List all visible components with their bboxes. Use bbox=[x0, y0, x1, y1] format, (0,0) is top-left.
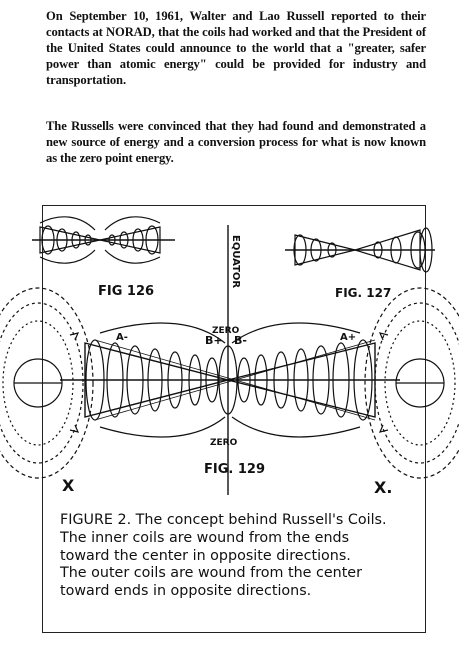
zero-bottom-label: ZERO bbox=[210, 438, 238, 448]
russell-coils-drawing bbox=[0, 205, 459, 510]
a-minus-label: A- bbox=[116, 332, 128, 343]
caption-line-3: toward the center in opposite directions. bbox=[60, 547, 351, 564]
fig-126-label: FIG 126 bbox=[98, 284, 155, 299]
caption-line-1: FIGURE 2. The concept behind Russell's Coils. bbox=[60, 512, 387, 528]
x-right-label: X. bbox=[374, 478, 393, 497]
fig-127-label: FIG. 127 bbox=[335, 286, 392, 300]
b-plus-label: B+ bbox=[205, 334, 223, 347]
zero-point-paragraph: The Russells were convinced that they had found and demonstrated a new source of energy and a conversion process for what is now known as the zero point energy. bbox=[46, 119, 426, 165]
a-plus-label: A+ bbox=[340, 332, 357, 343]
caption-line-4: The outer coils are wound from the center bbox=[60, 565, 362, 582]
figure-caption bbox=[60, 512, 420, 601]
caption-line-2: The inner coils are wound from the ends bbox=[60, 529, 350, 546]
fig-127-coil bbox=[285, 228, 435, 272]
left-globe bbox=[0, 288, 93, 478]
intro-paragraph: On September 10, 1961, Walter and Lao Russell reported to their contacts at NORAD, that the coils had worked and that the President of the United States could announce to the world that a "greater, safer power than atomic energy" could be provided for industry and transportation. bbox=[46, 9, 426, 87]
caption-line-5: toward ends in opposite directions. bbox=[60, 583, 312, 600]
equator-label: EQUATOR bbox=[230, 235, 241, 289]
zero-top-label: ZERO bbox=[212, 326, 240, 336]
b-minus-label: B- bbox=[234, 334, 247, 347]
x-left-label: X bbox=[62, 476, 75, 495]
fig-129-label: FIG. 129 bbox=[204, 462, 265, 477]
fig-126-coil bbox=[32, 217, 175, 263]
right-globe bbox=[365, 288, 459, 478]
